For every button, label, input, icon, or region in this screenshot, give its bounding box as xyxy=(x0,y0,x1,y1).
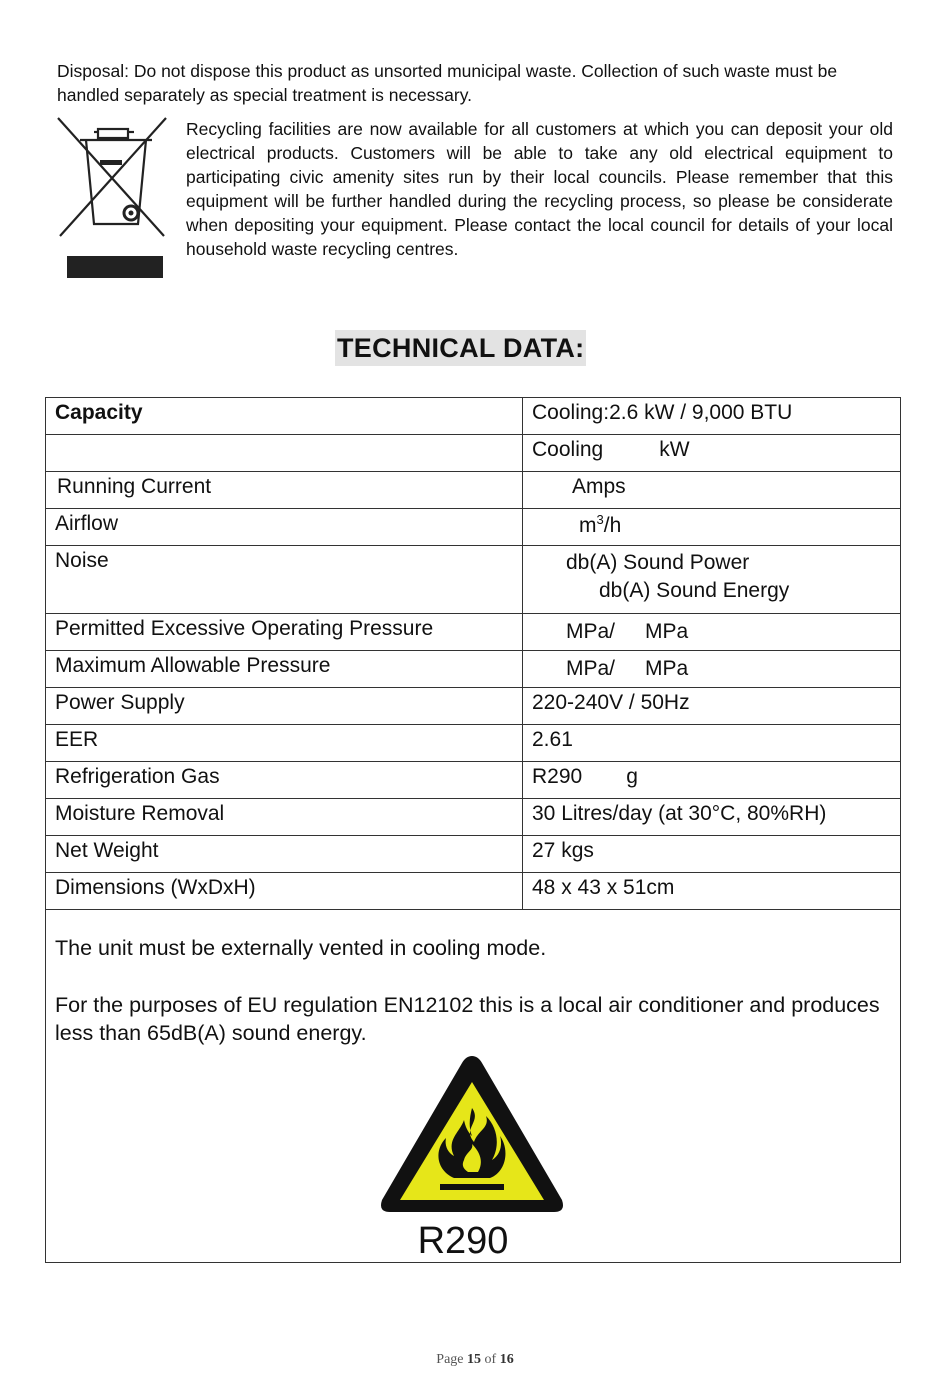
operating-pressure-unit2: MPa xyxy=(645,620,689,643)
refrigeration-gas-unit: g xyxy=(626,765,638,788)
power-supply-value: 220-240V / 50Hz xyxy=(523,688,901,725)
cooling-label: Cooling: xyxy=(532,401,610,424)
cooling-value: 2.6 kW / 9,000 BTU xyxy=(609,401,793,424)
capacity-label: Capacity xyxy=(46,398,523,435)
noise-power: db(A) Sound Power xyxy=(566,551,750,574)
allowable-pressure-cell xyxy=(523,651,901,688)
eu-regulation-note: For the purposes of EU regulation EN12102 this is a local air conditioner and produces less than 65dB(A) sound energy. xyxy=(55,993,880,1045)
flammable-warning-icon xyxy=(374,1050,570,1218)
refrigeration-gas-cell xyxy=(523,762,901,799)
running-current-cell xyxy=(523,472,901,509)
table-row xyxy=(46,762,901,799)
technical-data-table xyxy=(45,397,901,910)
cooling-cell xyxy=(523,398,901,435)
allowable-pressure-unit1: MPa/ xyxy=(566,657,616,680)
table-row xyxy=(46,509,901,546)
noise-energy: db(A) Sound Energy xyxy=(599,579,790,602)
footer-page-word: Page xyxy=(436,1352,464,1367)
noise-label: Noise xyxy=(46,546,523,614)
table-row xyxy=(46,614,901,651)
eer-value: 2.61 xyxy=(523,725,901,762)
running-current-unit: Amps xyxy=(572,475,626,498)
eer-label: EER xyxy=(46,725,523,762)
dimensions-label: Dimensions (WxDxH) xyxy=(46,873,523,910)
operating-pressure-unit1: MPa/ xyxy=(566,620,616,643)
table-row xyxy=(46,546,901,614)
footer-page-number: 15 xyxy=(467,1352,482,1367)
table-row xyxy=(46,435,901,472)
table-row xyxy=(46,651,901,688)
operating-pressure-cell xyxy=(523,614,901,651)
table-row xyxy=(46,398,901,435)
table-row xyxy=(46,472,901,509)
net-weight-value: 27 kgs xyxy=(523,836,901,873)
technical-data-title: TECHNICAL DATA: xyxy=(335,330,586,366)
allowable-pressure-label: Maximum Allowable Pressure xyxy=(46,651,523,688)
page-footer xyxy=(0,1352,950,1368)
recycling-text: Recycling facilities are now available for all customers at which you can deposit your old electrical products. Customers will be able to take any old electrical equipment to participating civic amenity sites run by their local councils. Please remember that this equipment will be further handled during the recycling process, so please be considerate when depositing your equipment. Please contact the local council for details of your local household waste recycling centres. xyxy=(186,119,893,259)
airflow-label: Airflow xyxy=(46,509,523,546)
noise-cell xyxy=(523,546,901,614)
refrigeration-gas-value: R290 xyxy=(532,765,583,788)
table-row xyxy=(46,799,901,836)
moisture-removal-label: Moisture Removal xyxy=(46,799,523,836)
power-supply-label: Power Supply xyxy=(46,688,523,725)
table-row xyxy=(46,836,901,873)
disposal-text: Disposal: Do not dispose this product as unsorted municipal waste. Collection of such waste must be handled separately as special treatment is necessary. xyxy=(57,61,838,105)
footer-total-pages: 16 xyxy=(499,1352,514,1367)
net-weight-label: Net Weight xyxy=(46,836,523,873)
allowable-pressure-unit2: MPa xyxy=(645,657,689,680)
gas-name-label: R290 xyxy=(417,1220,509,1262)
airflow-unit: $m^3/h$ xyxy=(579,512,622,537)
empty-label xyxy=(46,435,523,472)
refrigeration-gas-label: Refrigeration Gas xyxy=(46,762,523,799)
table-row xyxy=(46,873,901,910)
operating-pressure-label: Permitted Excessive Operating Pressure xyxy=(46,614,523,651)
moisture-removal-value: 30 Litres/day (at 30°C, 80%RH) xyxy=(523,799,901,836)
airflow-cell xyxy=(523,509,901,546)
cooling2-label: Cooling xyxy=(532,438,604,461)
vented-note: The unit must be externally vented in cooling mode. xyxy=(55,936,547,960)
weee-crossed-bin-icon xyxy=(56,116,168,282)
running-current-label: Running Current xyxy=(46,472,523,509)
cooling2-unit: kW xyxy=(659,438,690,461)
dimensions-value: 48 x 43 x 51cm xyxy=(523,873,901,910)
table-row xyxy=(46,725,901,762)
cooling2-cell xyxy=(523,435,901,472)
footer-of-word: of xyxy=(484,1352,497,1367)
table-row xyxy=(46,688,901,725)
